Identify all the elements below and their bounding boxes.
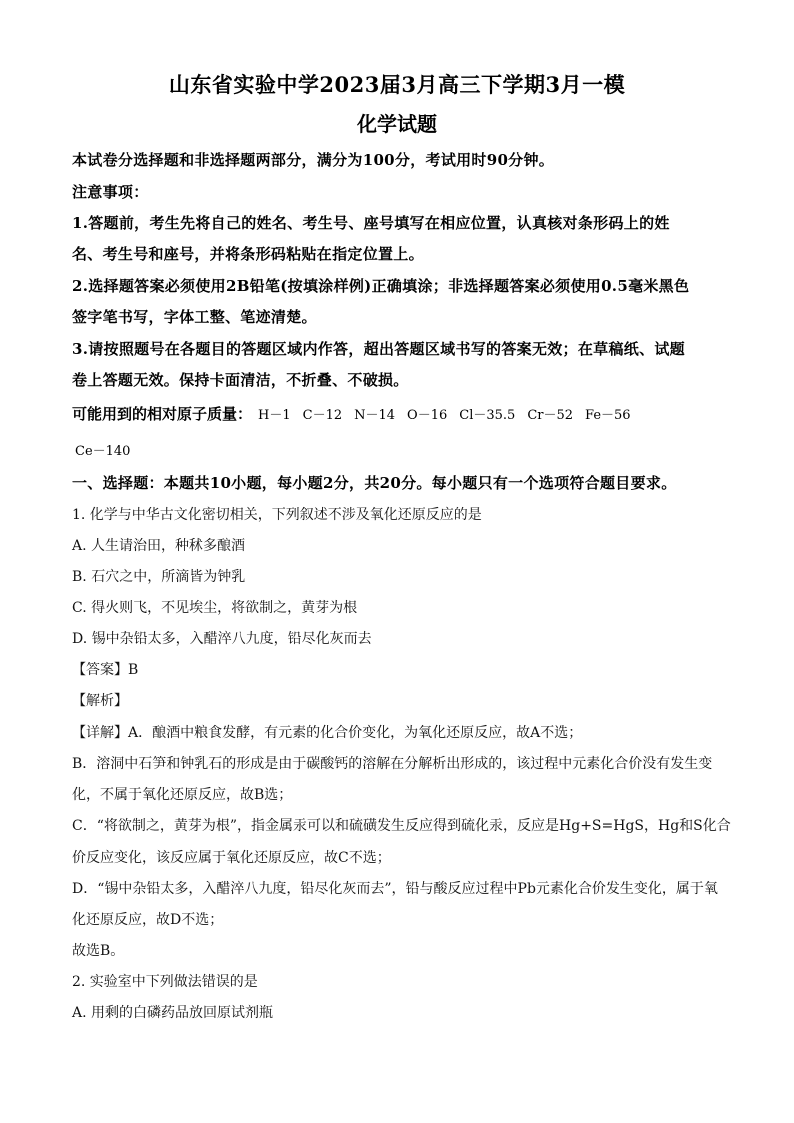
mass-h: H－1: [258, 408, 291, 423]
mass-ce: Ce－140: [75, 444, 131, 459]
page-subtitle: 化学试题: [357, 112, 437, 136]
intro-text: 本试卷分选择题和非选择题两部分，满分为100分，考试用时90分钟。: [72, 151, 555, 169]
mass-cr: Cr－52: [527, 408, 574, 423]
note-2-line-1: 2.选择题答案必须使用2B铅笔(按填涂样例)正确填涂；非选择题答案必须使用0.5毫米黑色: [72, 277, 690, 295]
mass-fe: Fe－56: [585, 408, 631, 423]
question-1-analysis-heading: 【解析】: [72, 693, 128, 709]
question-1-stem: 1. 化学与中华古文化密切相关，下列叙述不涉及氧化还原反应的是: [72, 507, 482, 523]
note-3-line-2: 卷上答题无效。保持卡面清洁，不折叠、不破损。: [72, 371, 409, 389]
page-title: 山东省实验中学2023届3月高三下学期3月一模: [168, 72, 626, 97]
note-3-line-1: 3.请按照题号在各题目的答题区域内作答，超出答题区域书写的答案无效；在草稿纸、试题: [72, 340, 685, 358]
question-1-option-d: D. 锡中杂铅太多，入醋淬八九度，铅尽化灰而去: [72, 631, 372, 647]
analysis-line-3: 化，不属于氧化还原反应，故B选；: [72, 787, 293, 803]
analysis-line-2: B．溶洞中石笋和钟乳石的形成是由于碳酸钙的溶解在分解析出形成的，该过程中元素化合价没有发生变: [72, 756, 713, 772]
question-1-option-a: A. 人生请治田，种秫多酿酒: [72, 538, 246, 554]
question-2-stem: 2. 实验室中下列做法错误的是: [72, 974, 258, 990]
note-1-line-1: 1.答题前，考生先将自己的姓名、考生号、座号填写在相应位置，认真核对条形码上的姓: [72, 214, 670, 232]
analysis-line-4: C．“将欲制之，黄芽为根”，指金属汞可以和硫磺发生反应得到硫化汞，反应是Hg+S=HgS，Hg和S化合: [72, 818, 731, 834]
question-1-answer: 【答案】B: [72, 662, 139, 678]
analysis-line-5: 价反应变化，该反应属于氧化还原反应，故C不选；: [72, 850, 391, 866]
notes-heading: 注意事项：: [72, 183, 149, 201]
mass-cl: Cl－35.5: [459, 408, 516, 423]
note-1-line-2: 名、考生号和座号，并将条形码粘贴在指定位置上。: [72, 245, 424, 263]
note-2-line-2: 签字笔书写，字体工整、笔迹清楚。: [72, 308, 317, 326]
question-2-option-a: A. 用剩的白磷药品放回原试剂瓶: [72, 1005, 274, 1021]
mass-c: C－12: [302, 408, 343, 423]
question-1-option-c: C. 得火则飞，不见埃尘，将欲制之，黄芽为根: [72, 600, 358, 616]
question-1-option-b: B. 石穴之中，所滴皆为钟乳: [72, 569, 246, 585]
atomic-masses-label: 可能用到的相对原子质量：: [72, 405, 253, 423]
atomic-masses-line: [72, 405, 643, 425]
mass-n: N－14: [354, 408, 396, 423]
analysis-line-6: D．“锡中杂铅太多，入醋淬八九度，铅尽化灰而去”，铅与酸反应过程中Pb元素化合价发生变化，属于氧: [72, 881, 718, 897]
analysis-line-1: 【详解】A．酿酒中粮食发酵，有元素的化合价变化，为氧化还原反应，故A不选；: [72, 725, 583, 741]
mass-o: O－16: [407, 408, 448, 423]
analysis-line-7: 化还原反应，故D不选；: [72, 912, 224, 928]
analysis-line-8: 故选B。: [72, 943, 125, 959]
section-heading: 一、选择题：本题共10小题，每小题2分，共20分。每小题只有一个选项符合题目要求。: [72, 474, 677, 492]
